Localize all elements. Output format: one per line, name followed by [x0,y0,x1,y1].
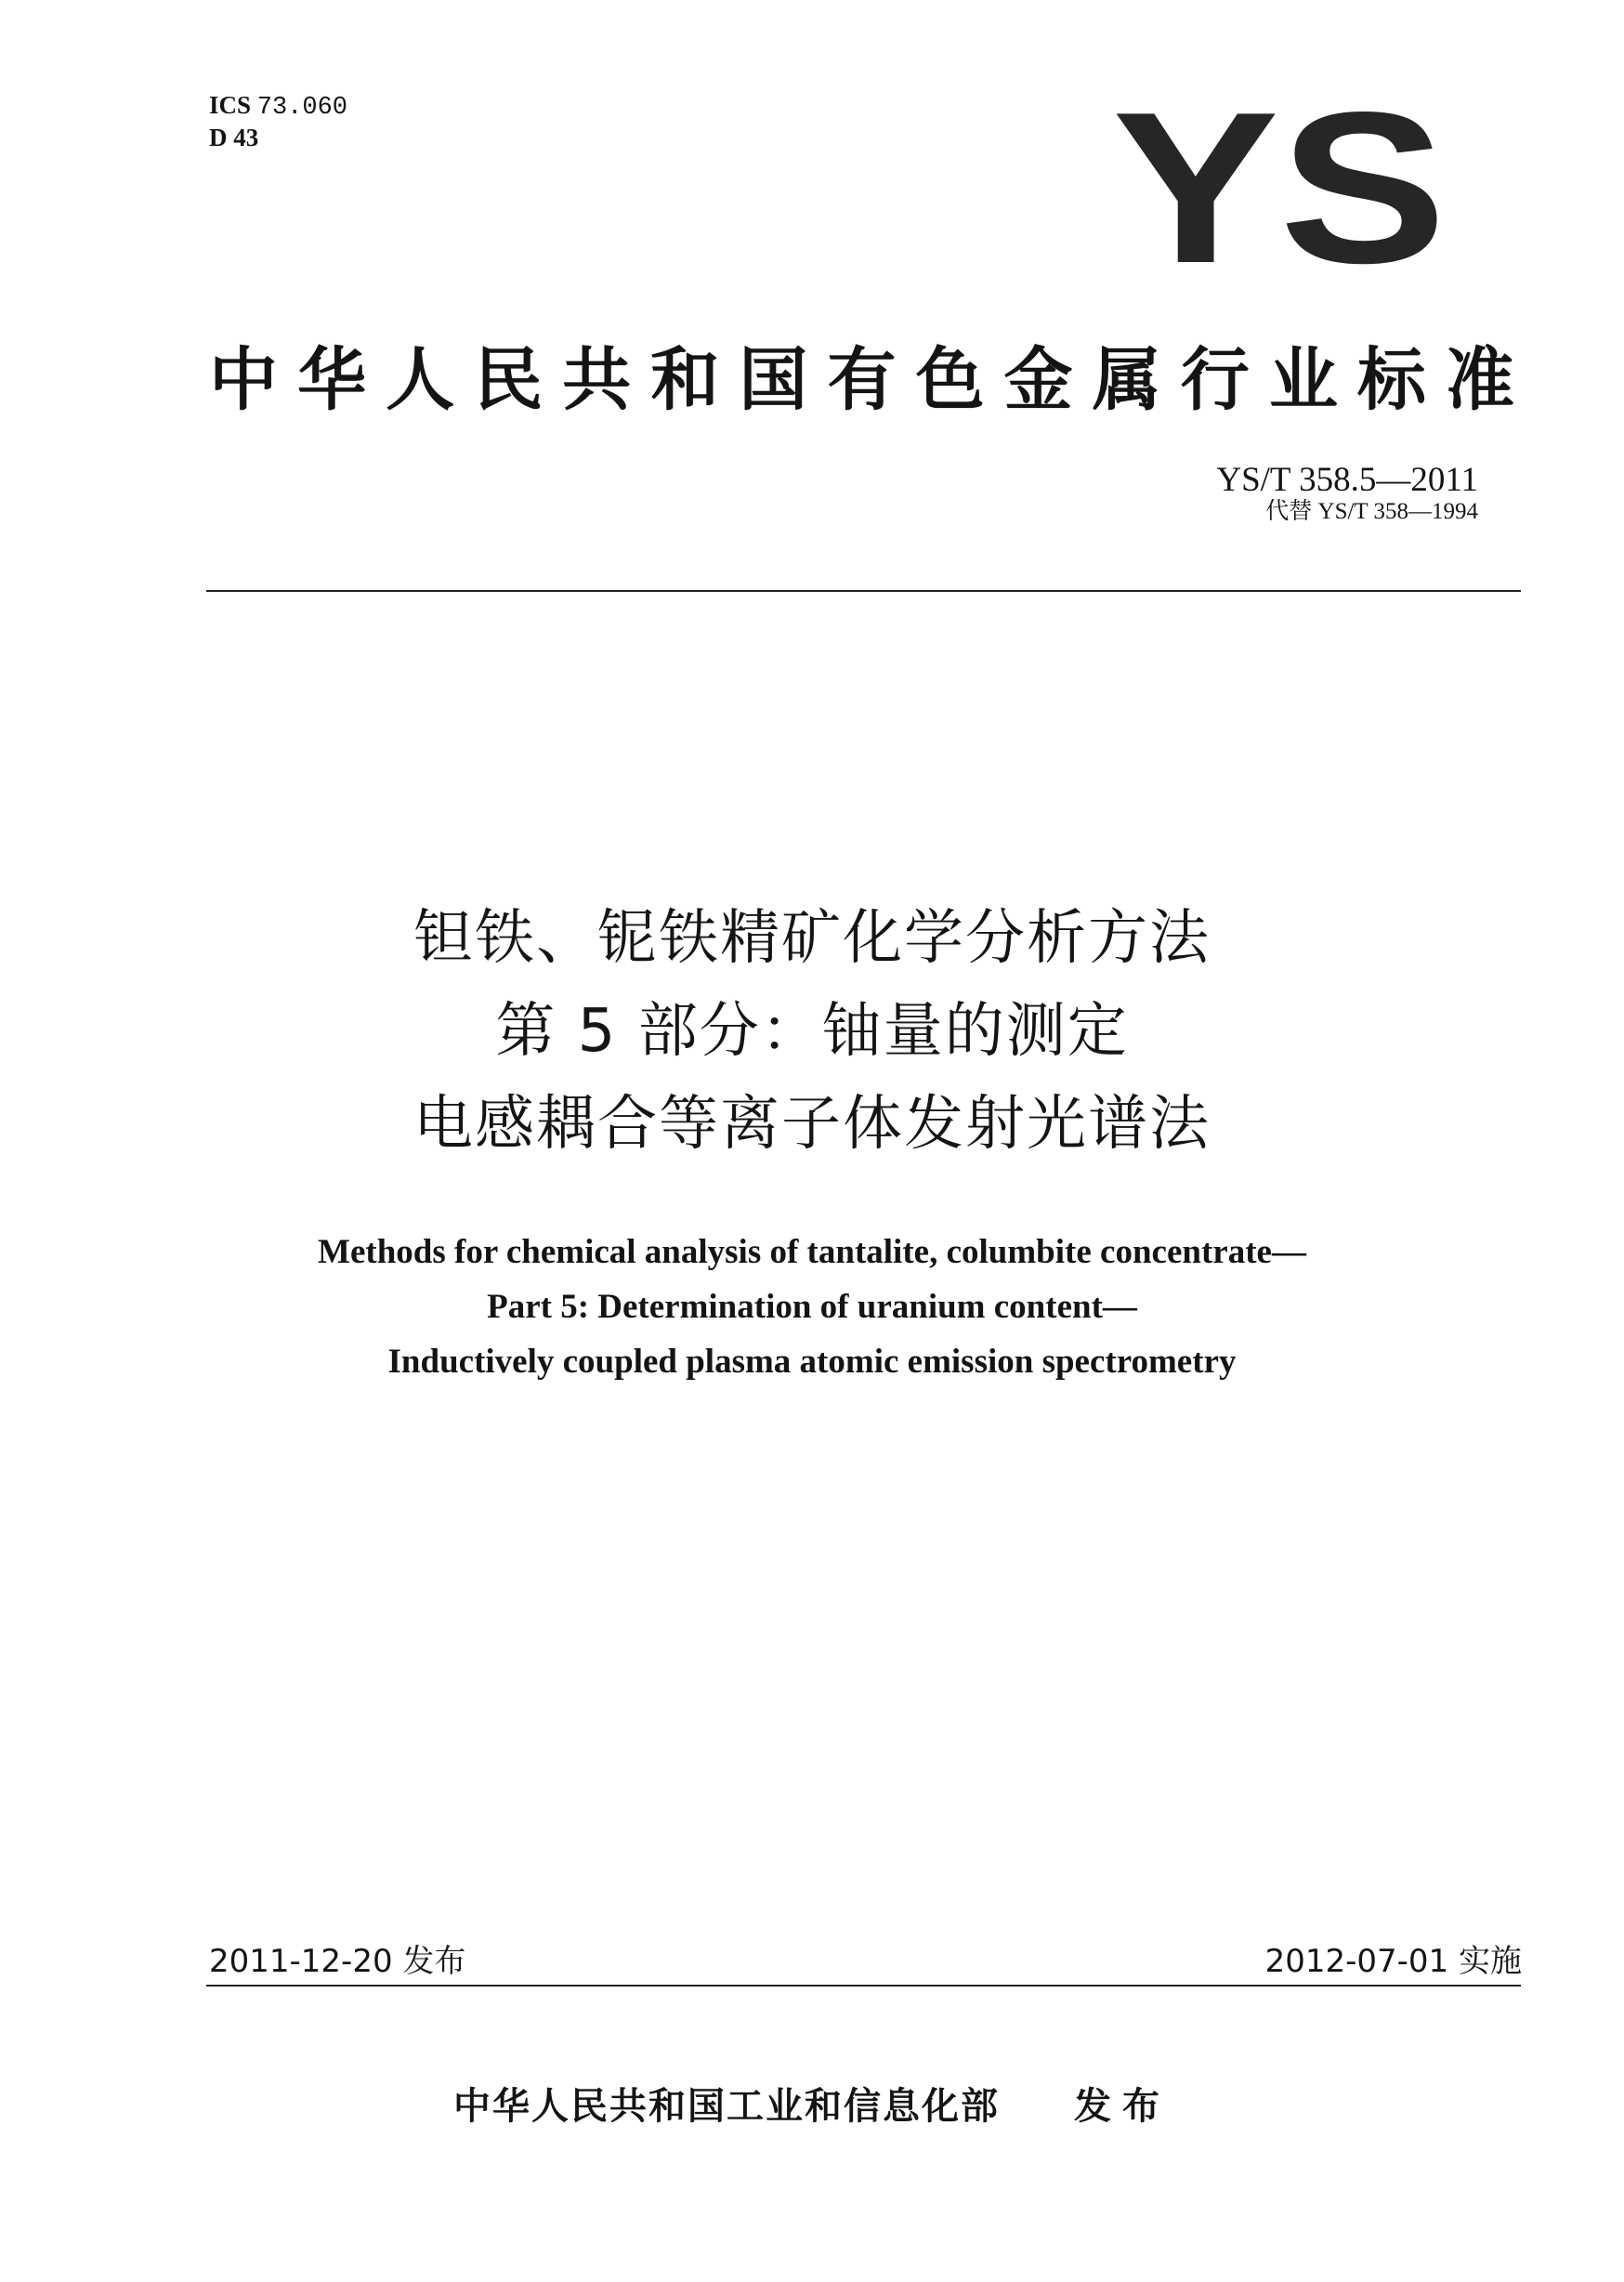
english-title-line-3: Inductively coupled plasma atomic emission spectrometry [387,1343,1237,1381]
ics-label: ICS [209,91,252,119]
english-title-line-1: Methods for chemical analysis of tantalite, columbite concentrate— [318,1233,1306,1271]
standard-number-block [1216,462,1478,525]
publisher [0,2077,1624,2130]
ys-logo-text: YS [1112,104,1447,271]
publish-action: 发布 [1074,2085,1171,2128]
chinese-title-line-3: 电感耦合等离子体发射光谱法 [413,1090,1211,1159]
footer-divider [206,1985,1521,1987]
ys-logo [1110,104,1449,271]
ccs-code [209,123,347,152]
ccs-value: 43 [233,124,259,151]
ics-code [209,90,347,123]
english-title-line-2: Part 5: Determination of uranium content— [487,1288,1137,1326]
chinese-title [0,892,1624,1171]
header-divider [206,590,1521,592]
ccs-label: D [209,124,228,151]
chinese-title-line-2: 第 5 部分：铀量的测定 [495,997,1129,1066]
implementation-date: 2012-07-01 实施 [1264,1943,1522,1980]
classification-codes [209,90,347,152]
replaced-standard: 代替 YS/T 358—1994 [1265,499,1478,524]
chinese-title-line-1: 钽铁、铌铁精矿化学分析方法 [413,904,1211,973]
publisher-name: 中华人民共和国工业和信息化部 [453,2085,1000,2128]
standard-number: YS/T 358.5—2011 [1216,461,1478,499]
english-title [0,1225,1624,1389]
ics-value: 73.060 [256,94,347,122]
industry-standard-title: 中华人民共和国有色金属行业标准 [209,340,1517,420]
issue-date: 2011-12-20 发布 [209,1943,466,1980]
